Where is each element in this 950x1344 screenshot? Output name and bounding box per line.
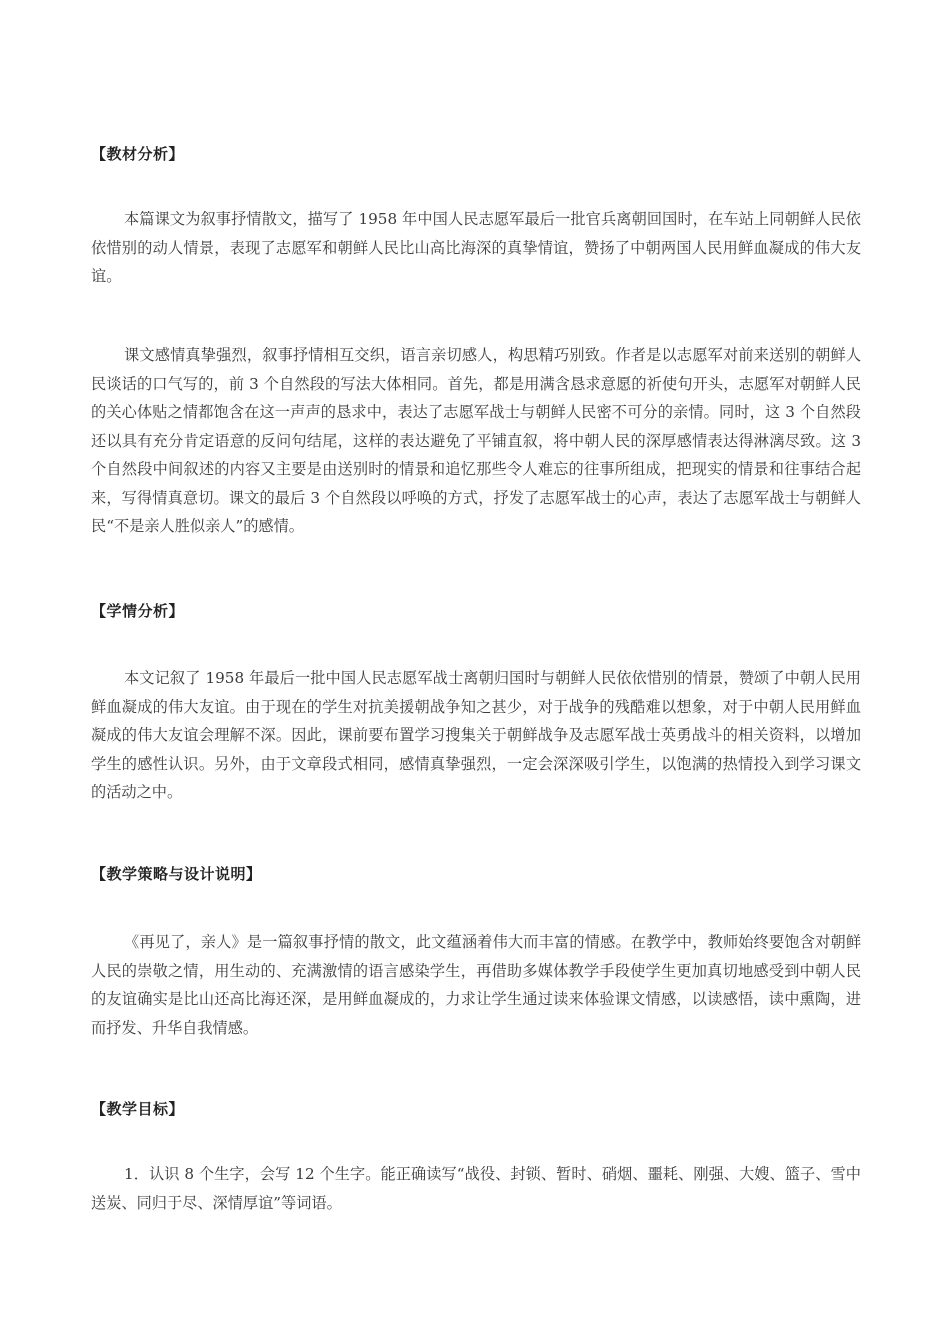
textbook-analysis-paragraph-2: 课文感情真挚强烈，叙事抒情相互交织，语言亲切感人，构思精巧别致。作者是以志愿军对前来送别的朝鲜人民谈话的口气写的，前 3 个自然段的写法大体相同。首先，都是用满含恳求意愿的祈使句开头，志愿军对朝鲜人民的关心体贴之情都饱含在这一声声的恳求中，表达了志愿军战士与朝鲜人民密不可分的亲情。同时，这 3 个自然段还以具有充分肯定语意的反问句结尾，这样的表达避免了平铺直叙，将中朝人民的深厚感情表达得淋漓尽致。这 3 个自然段中间叙述的内容又主要是由送别时的情景和追忆那些令人难忘的往事所组成，把现实的情景和往事结合起来，写得情真意切。课文的最后 3 个自然段以呼唤的方式，抒发了志愿军战士的心声，表达了志愿军战士与朝鲜人民“不是亲人胜似亲人”的感情。 [91,346,861,535]
section-heading-teaching-goals: 【教学目标】 [91,1100,185,1118]
section-heading-textbook-analysis: 【教材分析】 [91,145,185,163]
teaching-strategy-paragraph: 《再见了，亲人》是一篇叙事抒情的散文，此文蕴涵着伟大而丰富的情感。在教学中，教师始终要饱含对朝鲜人民的崇敬之情，用生动的、充满激情的语言感染学生，再借助多媒体教学手段使学生更加真切地感受到中朝人民的友谊确实是比山还高比海还深，是用鲜血凝成的，力求让学生通过读来体验课文情感，以读感悟，读中熏陶，进而抒发、升华自我情感。 [91,933,861,1037]
student-analysis-paragraph: 本文记叙了 1958 年最后一批中国人民志愿军战士离朝归国时与朝鲜人民依依惜别的情景，赞颂了中朝人民用鲜血凝成的伟大友谊。由于现在的学生对抗美援朝战争知之甚少，对于战争的残酷难以想象，对于中朝人民用鲜血凝成的伟大友谊会理解不深。因此，课前要布置学习搜集关于朝鲜战争及志愿军战士英勇战斗的相关资料，以增加学生的感性认识。另外，由于文章段式相同，感情真挚强烈，一定会深深吸引学生，以饱满的热情投入到学习课文的活动之中。 [91,669,861,801]
section-heading-teaching-strategy: 【教学策略与设计说明】 [91,865,262,883]
teaching-goal-item-1: 1．认识 8 个生字，会写 12 个生字。能正确读写“战役、封锁、暂时、硝烟、噩耗、刚强、大嫂、篮子、雪中送炭、同归于尽、深情厚谊”等词语。 [91,1165,861,1212]
textbook-analysis-paragraph-1: 本篇课文为叙事抒情散文，描写了 1958 年中国人民志愿军最后一批官兵离朝回国时，在车站上同朝鲜人民依依惜别的动人情景，表现了志愿军和朝鲜人民比山高比海深的真挚情谊，赞扬了中朝两国人民用鲜血凝成的伟大友谊。 [91,210,861,285]
section-heading-student-analysis: 【学情分析】 [91,602,185,620]
